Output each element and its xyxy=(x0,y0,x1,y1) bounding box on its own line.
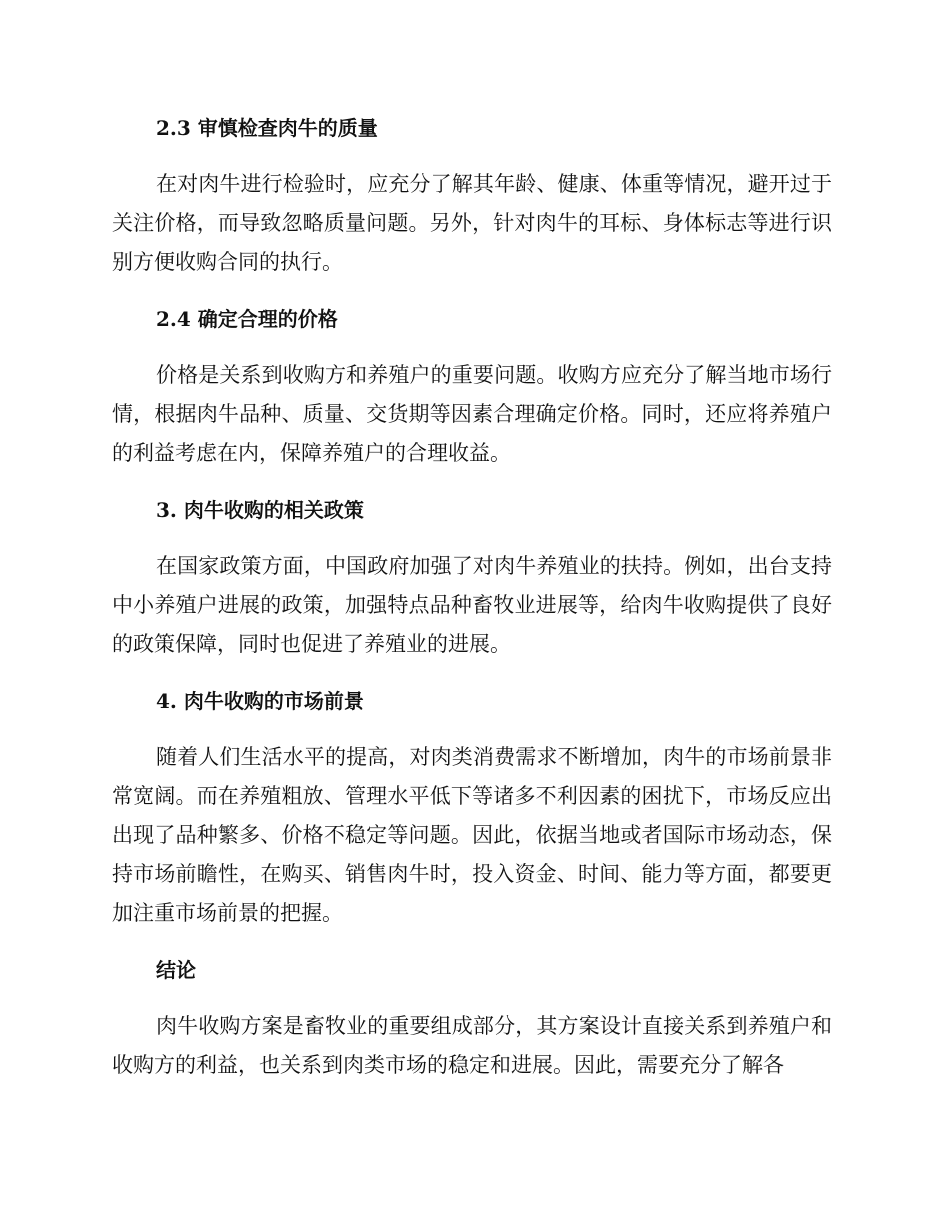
spacer xyxy=(112,148,832,165)
spacer xyxy=(112,664,832,681)
spacer xyxy=(112,530,832,547)
spacer xyxy=(112,990,832,1007)
section-paragraph-2-4: 价格是关系到收购方和养殖户的重要问题。收购方应充分了解当地市场行情，根据肉牛品种、质量、交货期等因素合理确定价格。同时，还应将养殖户的利益考虑在内，保障养殖户的合理收益。 xyxy=(112,363,832,465)
section-paragraph-conclusion: 肉牛收购方案是畜牧业的重要组成部分，其方案设计直接关系到养殖户和收购方的利益，也关系到肉类市场的稳定和进展。因此，需要充分了解各 xyxy=(112,1014,832,1077)
section-paragraph-4: 随着人们生活水平的提高，对肉类消费需求不断增加，肉牛的市场前景非常宽阔。而在养殖粗放、管理水平低下等诸多不利因素的困扰下，市场反应出出现了品种繁多、价格不稳定等问题。因此，依据当地或者国际市场动态，保持市场前瞻性，在购买、销售肉牛时，投入资金、时间、能力等方面，都要更加注重市场前景的把握。 xyxy=(112,745,832,925)
section-heading-conclusion: 结论 xyxy=(156,958,196,982)
spacer xyxy=(112,721,832,738)
spacer xyxy=(112,473,832,490)
section-heading-3: 3. 肉牛收购的相关政策 xyxy=(156,498,364,522)
document-body xyxy=(112,108,832,1085)
section-paragraph-2-3: 在对肉牛进行检验时，应充分了解其年龄、健康、体重等情况，避开过于关注价格，而导致忽略质量问题。另外，针对肉牛的耳标、身体标志等进行识别方便收购合同的执行。 xyxy=(112,172,832,274)
section-heading-4: 4. 肉牛收购的市场前景 xyxy=(156,689,364,713)
section-paragraph-3: 在国家政策方面，中国政府加强了对肉牛养殖业的扶持。例如，出台支持中小养殖户进展的政策，加强特点品种畜牧业进展等，给肉牛收购提供了良好的政策保障，同时也促进了养殖业的进展。 xyxy=(112,554,832,656)
spacer xyxy=(112,933,832,950)
spacer xyxy=(112,282,832,299)
section-heading-2-4: 2.4 确定合理的价格 xyxy=(156,307,338,331)
section-heading-2-3: 2.3 审慎检查肉牛的质量 xyxy=(156,116,378,140)
spacer xyxy=(112,339,832,356)
